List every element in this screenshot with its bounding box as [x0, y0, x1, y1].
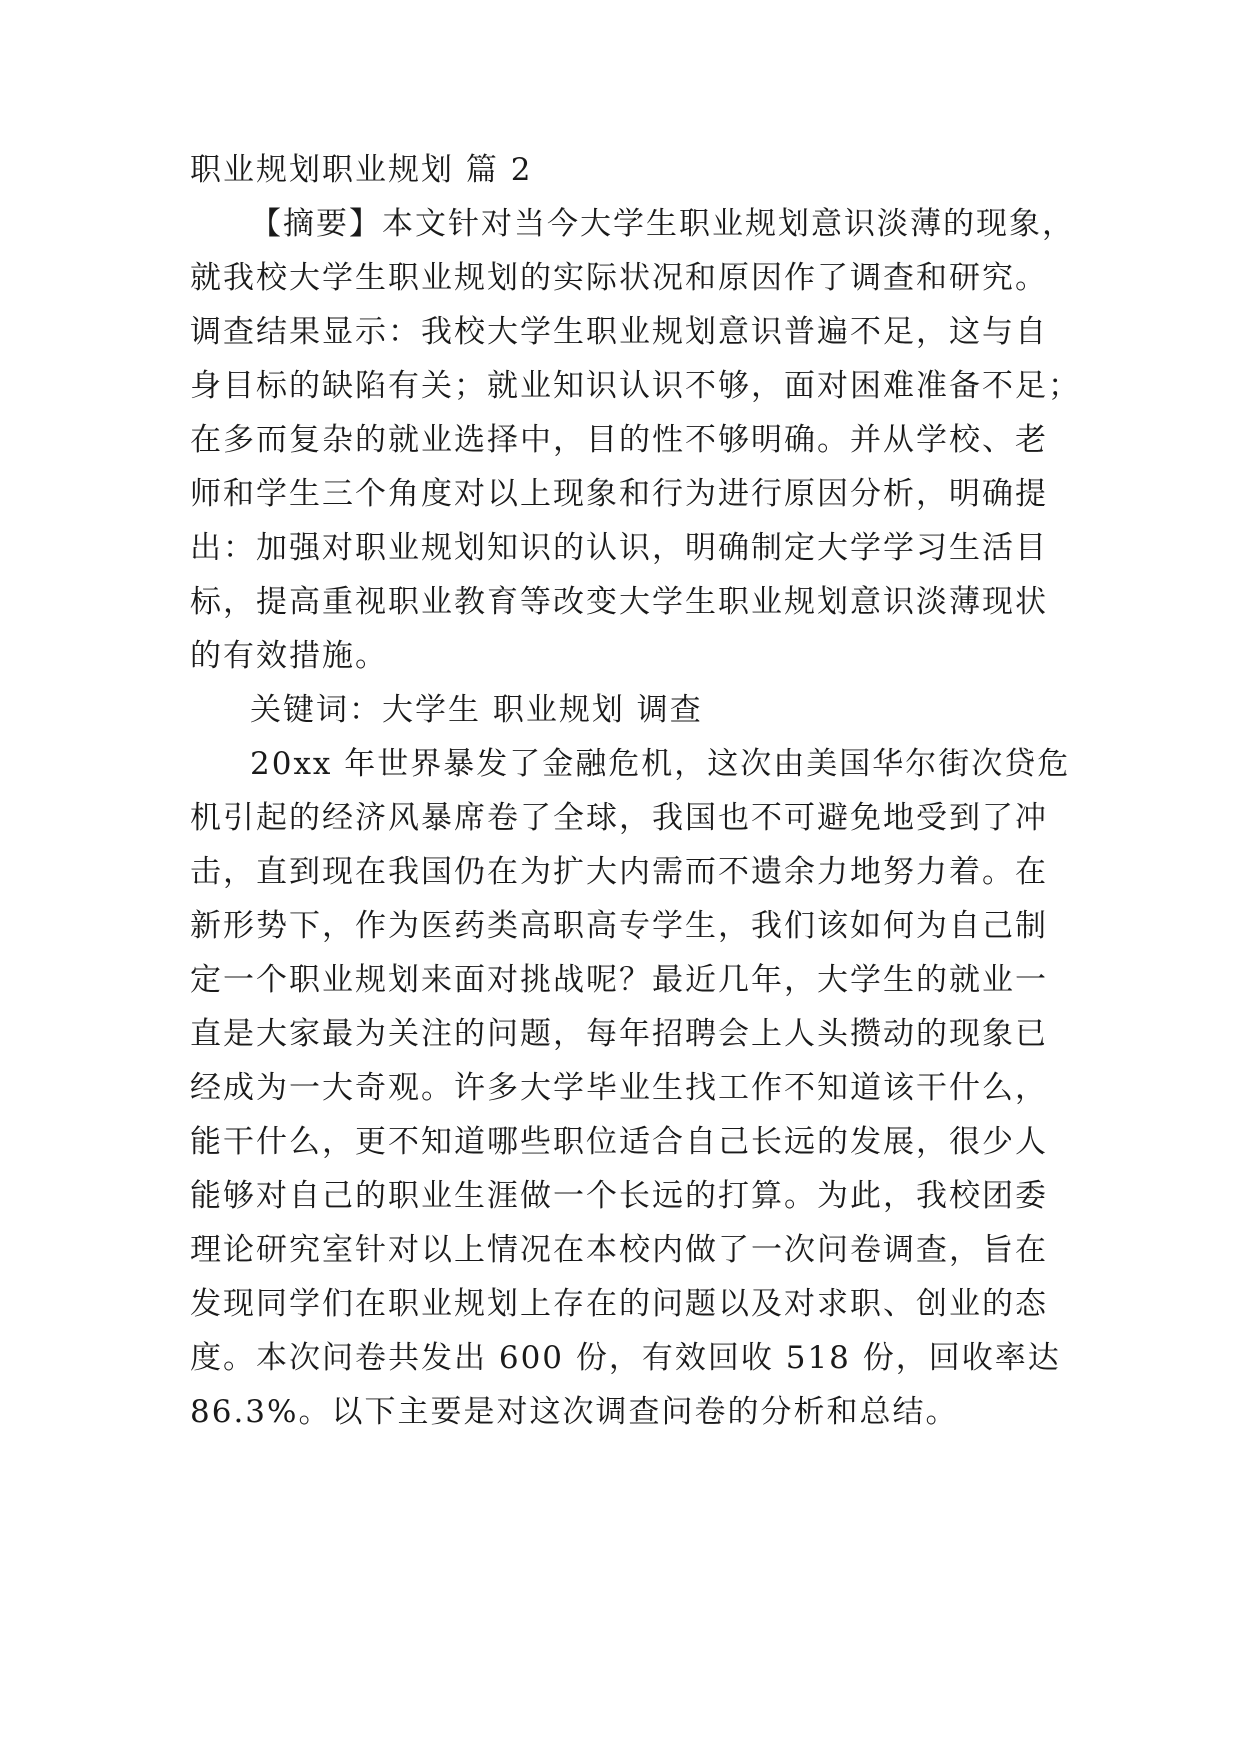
abstract-line: 师和学生三个角度对以上现象和行为进行原因分析，明确提	[190, 476, 1048, 512]
abstract-line: 在多而复杂的就业选择中，目的性不够明确。并从学校、老	[190, 422, 1048, 458]
body-line: 能干什么，更不知道哪些职位适合自己长远的发展，很少人	[190, 1124, 1048, 1160]
body-line: 理论研究室针对以上情况在本校内做了一次问卷调查，旨在	[190, 1232, 1048, 1268]
body-line: 定一个职业规划来面对挑战呢？最近几年，大学生的就业一	[190, 962, 1048, 998]
body-line: 击，直到现在我国仍在为扩大内需而不遗余力地努力着。在	[190, 854, 1048, 890]
keywords-line: 关键词：大学生 职业规划 调查	[250, 692, 703, 728]
abstract-line: 就我校大学生职业规划的实际状况和原因作了调查和研究。	[190, 260, 1048, 296]
abstract-line: 标，提高重视职业教育等改变大学生职业规划意识淡薄现状	[190, 584, 1048, 620]
abstract-line: 【摘要】本文针对当今大学生职业规划意识淡薄的现象，	[250, 206, 1075, 242]
body-line: 发现同学们在职业规划上存在的问题以及对求职、创业的态	[190, 1286, 1048, 1322]
body-line: 经成为一大奇观。许多大学毕业生找工作不知道该干什么，	[190, 1070, 1048, 1106]
document-title: 职业规划职业规划 篇 2	[190, 152, 533, 188]
abstract-line: 的有效措施。	[190, 638, 388, 674]
body-line: 能够对自己的职业生涯做一个长远的打算。为此，我校团委	[190, 1178, 1048, 1214]
abstract-line: 出：加强对职业规划知识的认识，明确制定大学学习生活目	[190, 530, 1048, 566]
body-line: 机引起的经济风暴席卷了全球，我国也不可避免地受到了冲	[190, 800, 1048, 836]
abstract-line: 身目标的缺陷有关；就业知识认识不够，面对困难准备不足；	[190, 368, 1081, 404]
body-line: 直是大家最为关注的问题，每年招聘会上人头攒动的现象已	[190, 1016, 1048, 1052]
body-line: 度。本次问卷共发出 600 份，有效回收 518 份，回收率达	[190, 1340, 1061, 1376]
body-line: 86.3%。以下主要是对这次调查问卷的分析和总结。	[190, 1394, 959, 1430]
abstract-line: 调查结果显示：我校大学生职业规划意识普遍不足，这与自	[190, 314, 1048, 350]
body-line: 20xx 年世界暴发了金融危机，这次由美国华尔街次贷危	[250, 746, 1071, 782]
body-line: 新形势下，作为医药类高职高专学生，我们该如何为自己制	[190, 908, 1048, 944]
